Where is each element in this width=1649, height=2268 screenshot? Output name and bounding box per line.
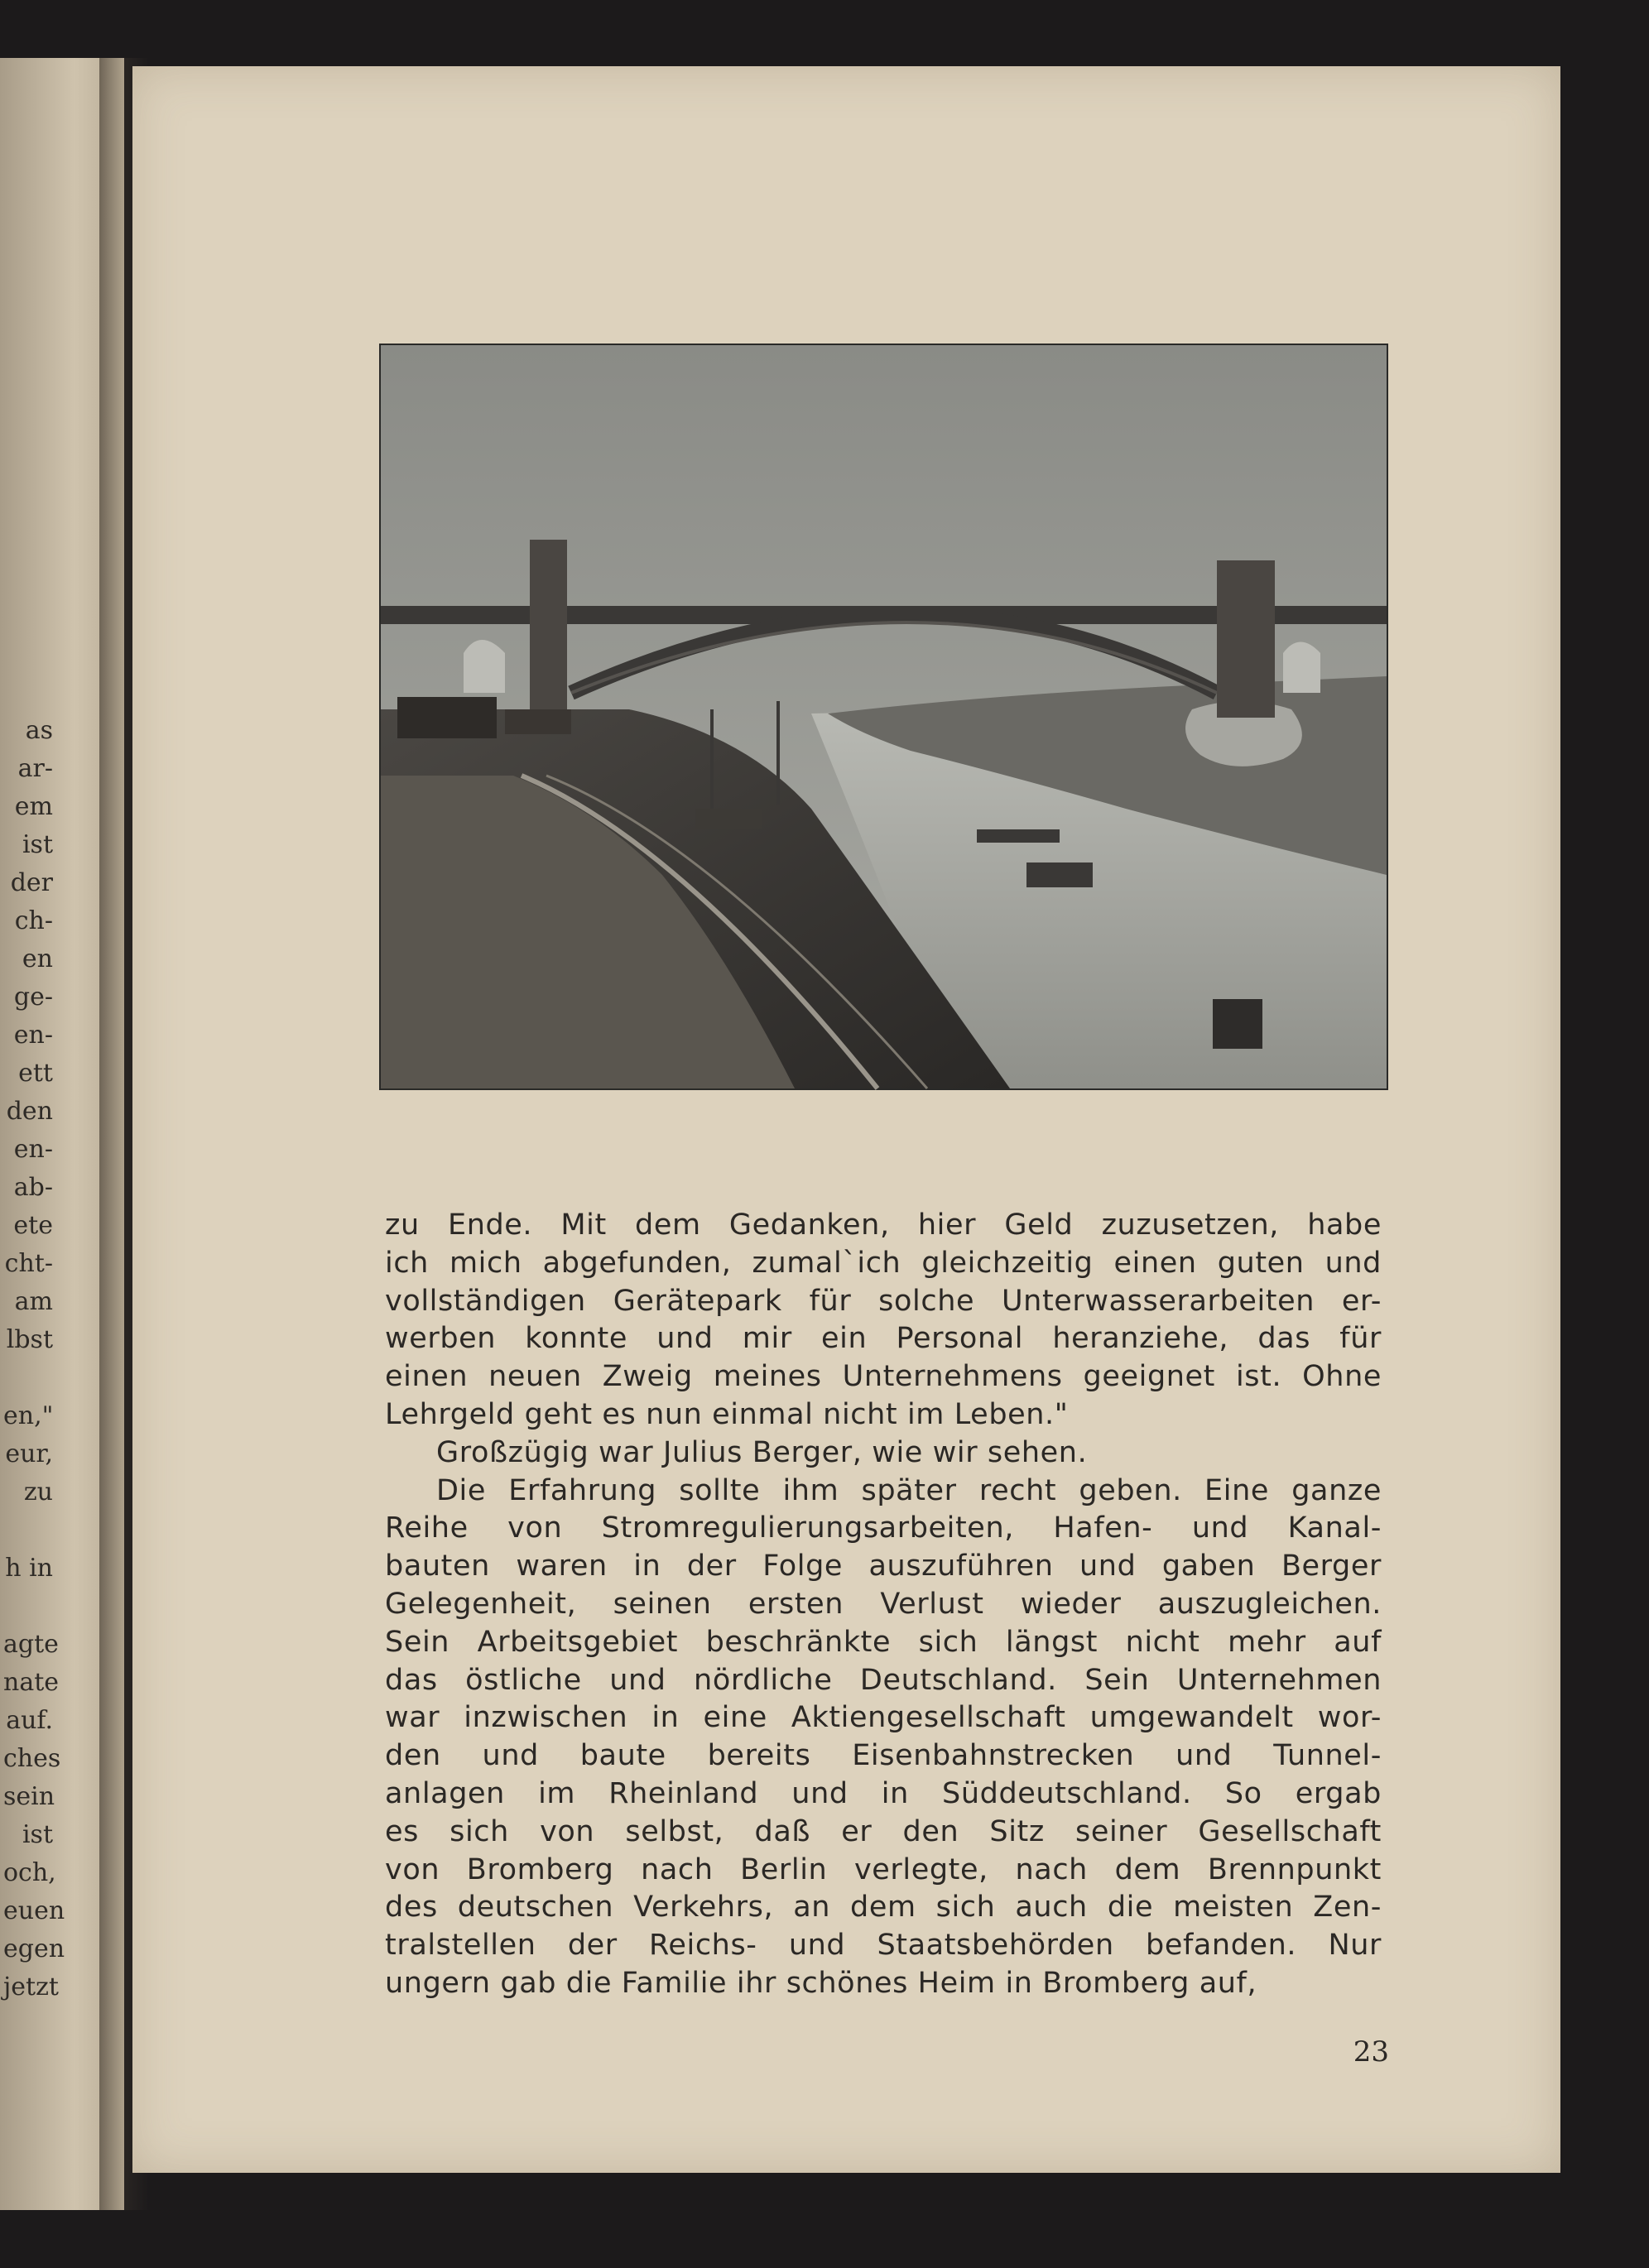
- left-page-fragment: en: [22, 944, 53, 973]
- text-line: Lehrgeld geht es nun einmal nicht im Leben.": [385, 1397, 1069, 1431]
- left-page-fragment: och,: [3, 1858, 56, 1887]
- left-page-fragment: en,": [3, 1401, 54, 1430]
- left-page-fragment: sein: [3, 1782, 55, 1811]
- text-line: des deutschen Verkehrs, an dem sich auch die meisten Zen-: [385, 1891, 1382, 1924]
- left-page-fragment: egen: [3, 1934, 65, 1963]
- text-line: zu Ende. Mit dem Gedanken, hier Geld zuzusetzen, habe: [385, 1208, 1382, 1242]
- text-line: Sein Arbeitsgebiet beschränkte sich längst nicht mehr auf: [385, 1625, 1382, 1659]
- left-page-fragment: nate: [3, 1668, 60, 1697]
- left-page-fragment: jetzt: [3, 1972, 59, 2001]
- left-page-fragment: euen: [3, 1896, 65, 1925]
- text-line: Großzügig war Julius Berger, wie wir sehen.: [436, 1435, 1088, 1469]
- left-page-fragment: ch-: [14, 906, 53, 935]
- left-page-fragment: der: [10, 868, 53, 897]
- left-page-fragment: as: [25, 716, 53, 745]
- photo-bridge-canal: [379, 344, 1388, 1090]
- left-page-fragment: ist: [22, 1820, 53, 1849]
- text-line: tralstellen der Reichs- und Staatsbehörden befanden. Nur: [385, 1929, 1382, 1963]
- text-line: anlagen im Rheinland und in Süddeutschland. So ergab: [385, 1776, 1382, 1810]
- left-page-fragment: h in: [5, 1554, 53, 1583]
- left-page-fragment: zu: [23, 1478, 53, 1506]
- left-page-fragment: [3, 1511, 53, 1550]
- left-page-fragment: am: [14, 1287, 53, 1316]
- left-page-fragment: en-: [13, 1021, 53, 1050]
- left-page-fragment: ab-: [13, 1173, 53, 1202]
- text-line: das östliche und nördliche Deutschland. Sein Unternehmen: [385, 1663, 1382, 1697]
- left-page-fragment: ete: [13, 1211, 53, 1240]
- book-page: [132, 66, 1560, 2173]
- text-line: vollständigen Gerätepark für solche Unterwasserarbeiten er-: [385, 1284, 1382, 1318]
- left-page-fragment: lbst: [6, 1325, 53, 1354]
- text-line: den und baute bereits Eisenbahnstrecken und Tunnel-: [385, 1739, 1382, 1773]
- left-page-fragment: em: [14, 792, 53, 821]
- left-page-fragment: auf.: [6, 1706, 53, 1735]
- text-line: ich mich abgefunden, zumal`ich gleichzeitig einen guten und: [385, 1246, 1382, 1280]
- text-line: von Bromberg nach Berlin verlegte, nach dem Brennpunkt: [385, 1852, 1382, 1886]
- left-page-fragment: ist: [22, 830, 53, 859]
- left-page-fragment: [3, 1588, 53, 1626]
- text-line: war inzwischen in eine Aktiengesellschaft umgewandelt wor-: [385, 1701, 1382, 1735]
- left-page-fragment: cht-: [4, 1249, 53, 1278]
- left-page-fragment: ches: [3, 1744, 61, 1773]
- left-page-fragment: agte: [3, 1630, 59, 1659]
- text-line: Gelegenheit, seinen ersten Verlust wieder auszugleichen.: [385, 1587, 1382, 1621]
- left-page-fragment: ar-: [17, 754, 53, 783]
- left-page-fragment: eur,: [5, 1439, 53, 1468]
- text-line: Reihe von Stromregulierungsarbeiten, Hafen- und Kanal-: [385, 1511, 1382, 1545]
- left-page-fragment: en-: [13, 1135, 53, 1164]
- page-number: 23: [1353, 2035, 1389, 2069]
- text-line: es sich von selbst, daß er den Sitz seiner Gesellschaft: [385, 1814, 1382, 1848]
- text-line: werben konnte und mir ein Personal heranziehe, das für: [385, 1322, 1382, 1356]
- left-page-fragment: den: [6, 1097, 53, 1126]
- left-page-fragment: [3, 1359, 53, 1397]
- bridge-canal-illustration: [381, 345, 1387, 1088]
- left-page-fragment: ett: [18, 1059, 53, 1088]
- left-page-text-fragments: [3, 712, 65, 2006]
- text-line: Die Erfahrung sollte ihm später recht geben. Eine ganze: [436, 1473, 1382, 1507]
- body-text: [385, 1207, 1382, 2003]
- text-line: bauten waren in der Folge auszuführen und gaben Berger: [385, 1550, 1382, 1583]
- left-page-fragment: ge-: [13, 983, 53, 1011]
- text-line: ungern gab die Familie ihr schönes Heim in Bromberg auf,: [385, 1966, 1257, 2000]
- text-line: einen neuen Zweig meines Unternehmens geeignet ist. Ohne: [385, 1360, 1382, 1394]
